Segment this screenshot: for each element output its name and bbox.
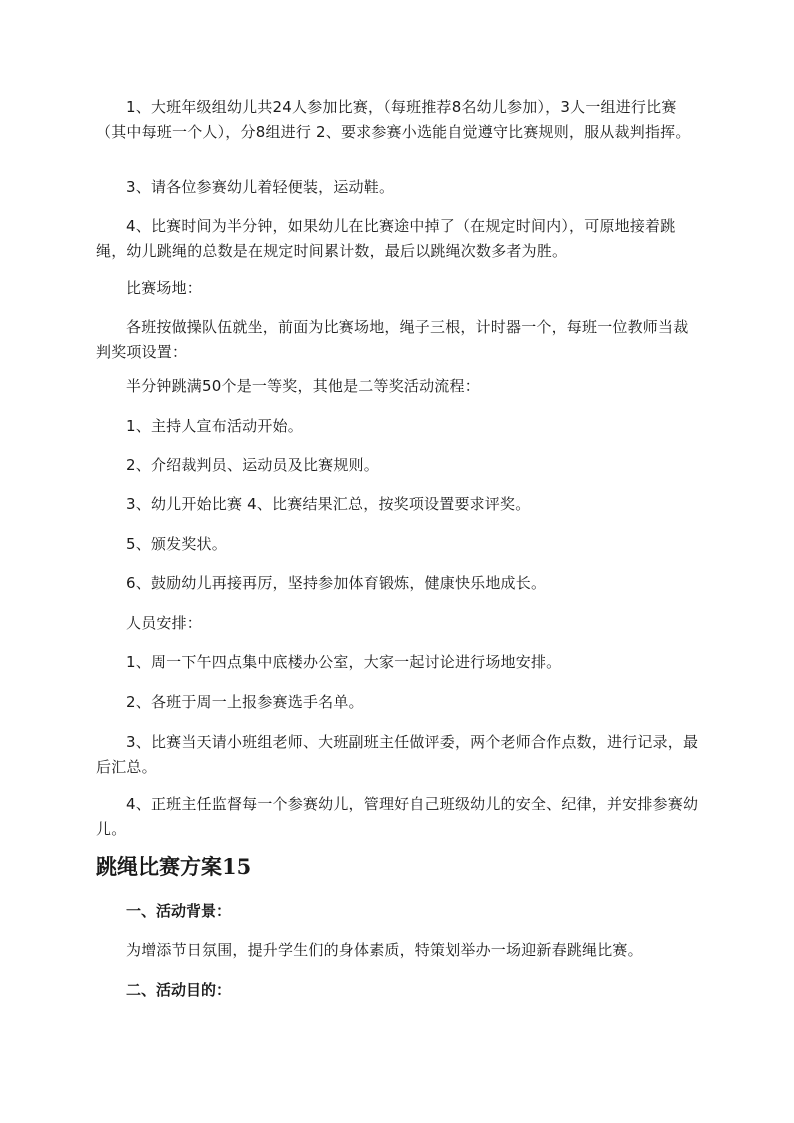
paragraph-venue-label: 比赛场地： [126, 279, 203, 297]
paragraph-flow-6: 6、鼓励幼儿再接再厉，坚持参加体育锻炼，健康快乐地成长。 [126, 574, 547, 592]
subheading-purpose: 二、活动目的： [126, 981, 232, 999]
paragraph-rule-1: 1、大班年级组幼儿共24人参加比赛，（每班推荐8名幼儿参加），3人一组进行比赛（其中每班一个人），分8组进行 2、要求参赛小选能自觉遵守比赛规则，服从裁判指挥。 [96, 98, 691, 141]
paragraph-venue-desc: 各班按做操队伍就坐，前面为比赛场地，绳子三根，计时器一个，每班一位教师当裁判奖项设置： [96, 318, 689, 361]
subheading-background: 一、活动背景： [126, 902, 232, 920]
paragraph-staff-3: 3、比赛当天请小班组老师、大班副班主任做评委，两个老师合作点数，进行记录，最后汇总。 [96, 733, 699, 776]
paragraph-flow-1: 1、主持人宣布活动开始。 [126, 417, 303, 435]
section-title: 跳绳比赛方案15 [96, 854, 252, 879]
paragraph-staff-2: 2、各班于周一上报参赛选手名单。 [126, 693, 364, 711]
paragraph-rule-3: 3、请各位参赛幼儿着轻便装，运动鞋。 [126, 178, 395, 196]
paragraph-awards: 半分钟跳满50个是一等奖，其他是二等奖活动流程： [126, 377, 480, 395]
paragraph-flow-2: 2、介绍裁判员、运动员及比赛规则。 [126, 456, 379, 474]
paragraph-staff-4: 4、正班主任监督每一个参赛幼儿，管理好自己班级幼儿的安全、纪律，并安排参赛幼儿。 [96, 795, 699, 838]
paragraph-background: 为增添节日氛围，提升学生们的身体素质，特策划举办一场迎新春跳绳比赛。 [126, 941, 643, 959]
paragraph-flow-3: 3、幼儿开始比赛 4、比赛结果汇总，按奖项设置要求评奖。 [126, 495, 531, 513]
paragraph-staff-label: 人员安排： [126, 614, 203, 632]
paragraph-rule-4: 4、比赛时间为半分钟，如果幼儿在比赛途中掉了（在规定时间内），可原地接着跳绳，幼儿跳绳的总数是在规定时间累计数，最后以跳绳次数多者为胜。 [96, 217, 676, 260]
paragraph-staff-1: 1、周一下午四点集中底楼办公室，大家一起讨论进行场地安排。 [126, 653, 562, 671]
paragraph-flow-5: 5、颁发奖状。 [126, 535, 227, 553]
